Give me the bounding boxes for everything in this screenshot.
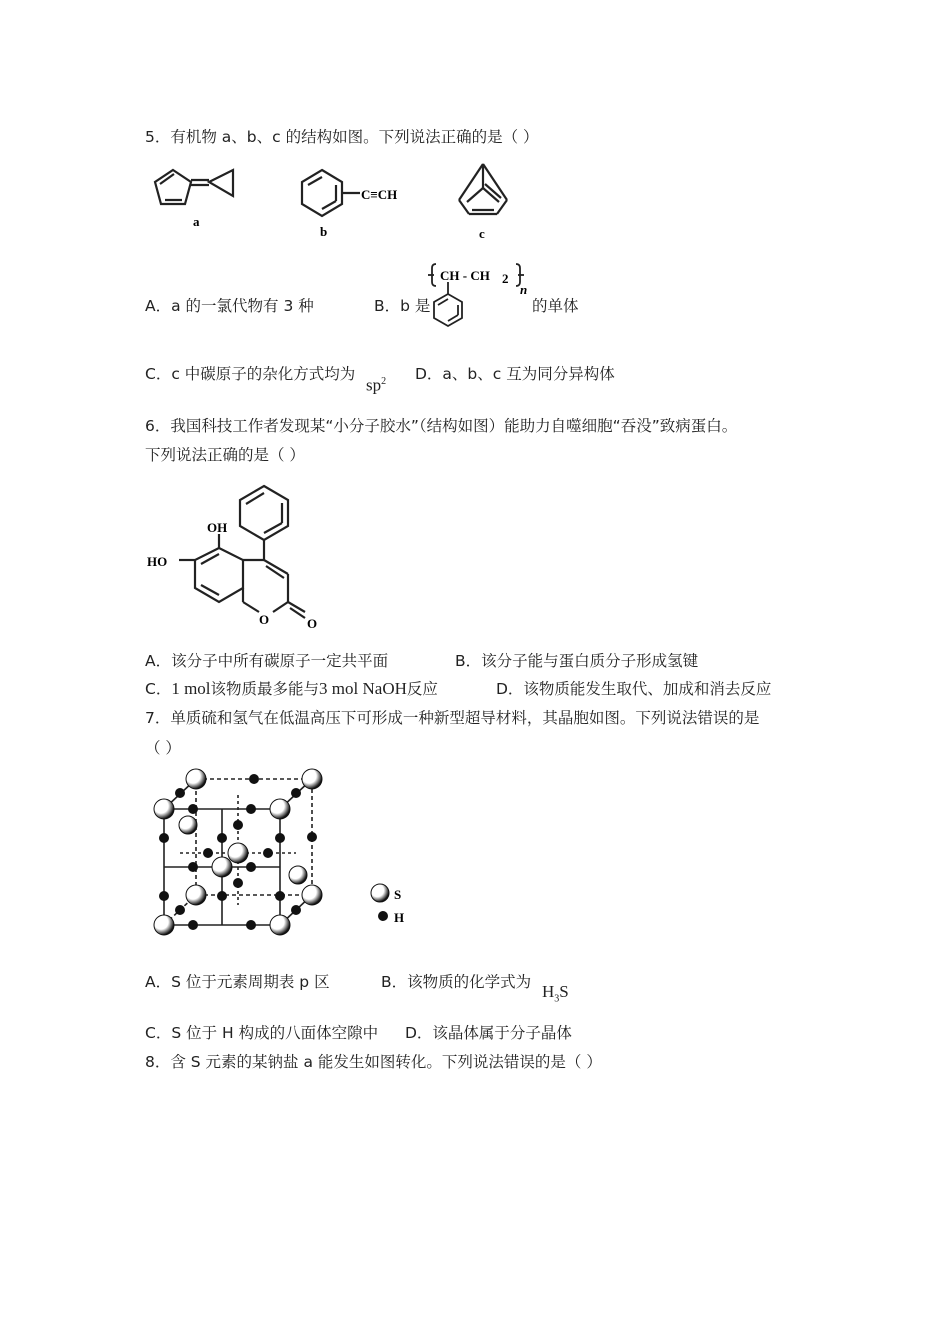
sp-label: sp [366, 375, 382, 395]
q6-option-c-prefix: C． [145, 680, 172, 698]
q6-option-c-mid: 该物质最多能与 [210, 680, 320, 698]
polymer-n-label: n [520, 282, 528, 297]
q6-option-a: A．该分子中所有碳原子一定共平面 [145, 652, 389, 670]
q7-option-b-formula [542, 982, 569, 1009]
label-b: b [320, 224, 328, 239]
polymer-subscript: 2 [502, 271, 509, 286]
carbonyl-oxygen-label: O [307, 616, 318, 631]
formula-subscript: 3 [554, 993, 560, 1005]
label-c: c [479, 226, 485, 241]
q6-option-c-mol2: 3 mol NaOH [319, 679, 407, 698]
q7-stem-line2: （ ） [145, 739, 181, 757]
q6-option-c-mol1: 1 mol [171, 679, 211, 698]
q5-option-b-suffix: 的单体 [532, 297, 579, 315]
ethynyl-group-label: C≡CH [361, 187, 398, 202]
q7-option-b: B．该物质的化学式为 [381, 973, 532, 991]
coumarin-molecule-diagram [145, 478, 345, 638]
molecule-a-diagram [145, 160, 275, 230]
sp-superscript: 2 [381, 376, 387, 387]
crystal-cell-diagram [148, 765, 438, 950]
label-a: a [193, 214, 200, 229]
q7-stem-line1: 7．单质硫和氢气在低温高压下可形成一种新型超导材料，其晶胞如图。下列说法错误的是 [145, 709, 760, 727]
q6-stem-line2: 下列说法正确的是（ ） [145, 446, 305, 464]
q7-option-a: A．S 位于元素周期表 p 区 [145, 973, 330, 991]
oh-label: OH [207, 520, 228, 535]
q6-stem-line1: 6．我国科技工作者发现某“小分子胶水”（结构如图）能助力自噬细胞“吞没”致病蛋白。 [145, 417, 738, 435]
q8-stem: 8．含 S 元素的某钠盐 a 能发生如图转化。下列说法错误的是（ ） [145, 1053, 602, 1071]
ho-label: HO [147, 554, 168, 569]
q7-option-c: C．S 位于 H 构成的八面体空隙中 [145, 1024, 379, 1042]
legend-s-label: S [394, 887, 402, 902]
q5-option-a: A．a 的一氯代物有 3 种 [145, 297, 314, 315]
legend-h-label: H [394, 910, 405, 925]
q6-option-b: B．该分子能与蛋白质分子形成氢键 [455, 652, 699, 670]
legend-h-icon [378, 911, 388, 921]
q5-option-c-text: C．c 中碳原子的杂化方式均为 [145, 365, 356, 383]
formula-h: H [542, 982, 555, 1001]
q5-option-b-prefix: B．b 是 [374, 297, 431, 315]
q6-option-d: D．该物质能发生取代、加成和消去反应 [496, 680, 772, 698]
q5-option-d: D．a、b、c 互为同分异构体 [415, 365, 615, 383]
polymer-chain-label: CH - CH [440, 268, 490, 283]
formula-s: S [559, 982, 569, 1001]
ring-oxygen-label: O [259, 612, 270, 627]
polystyrene-diagram [428, 260, 528, 340]
q6-option-c [145, 679, 438, 699]
legend-s-icon [371, 884, 389, 902]
q6-option-c-suffix: 反应 [406, 680, 438, 698]
molecule-b-diagram [292, 160, 422, 240]
q5-option-c-sp [366, 372, 386, 396]
q7-option-d: D．该晶体属于分子晶体 [405, 1024, 572, 1042]
molecule-c-diagram [445, 158, 525, 243]
q5-stem: 5．有机物 a、b、c 的结构如图。下列说法正确的是（ ） [145, 128, 539, 146]
